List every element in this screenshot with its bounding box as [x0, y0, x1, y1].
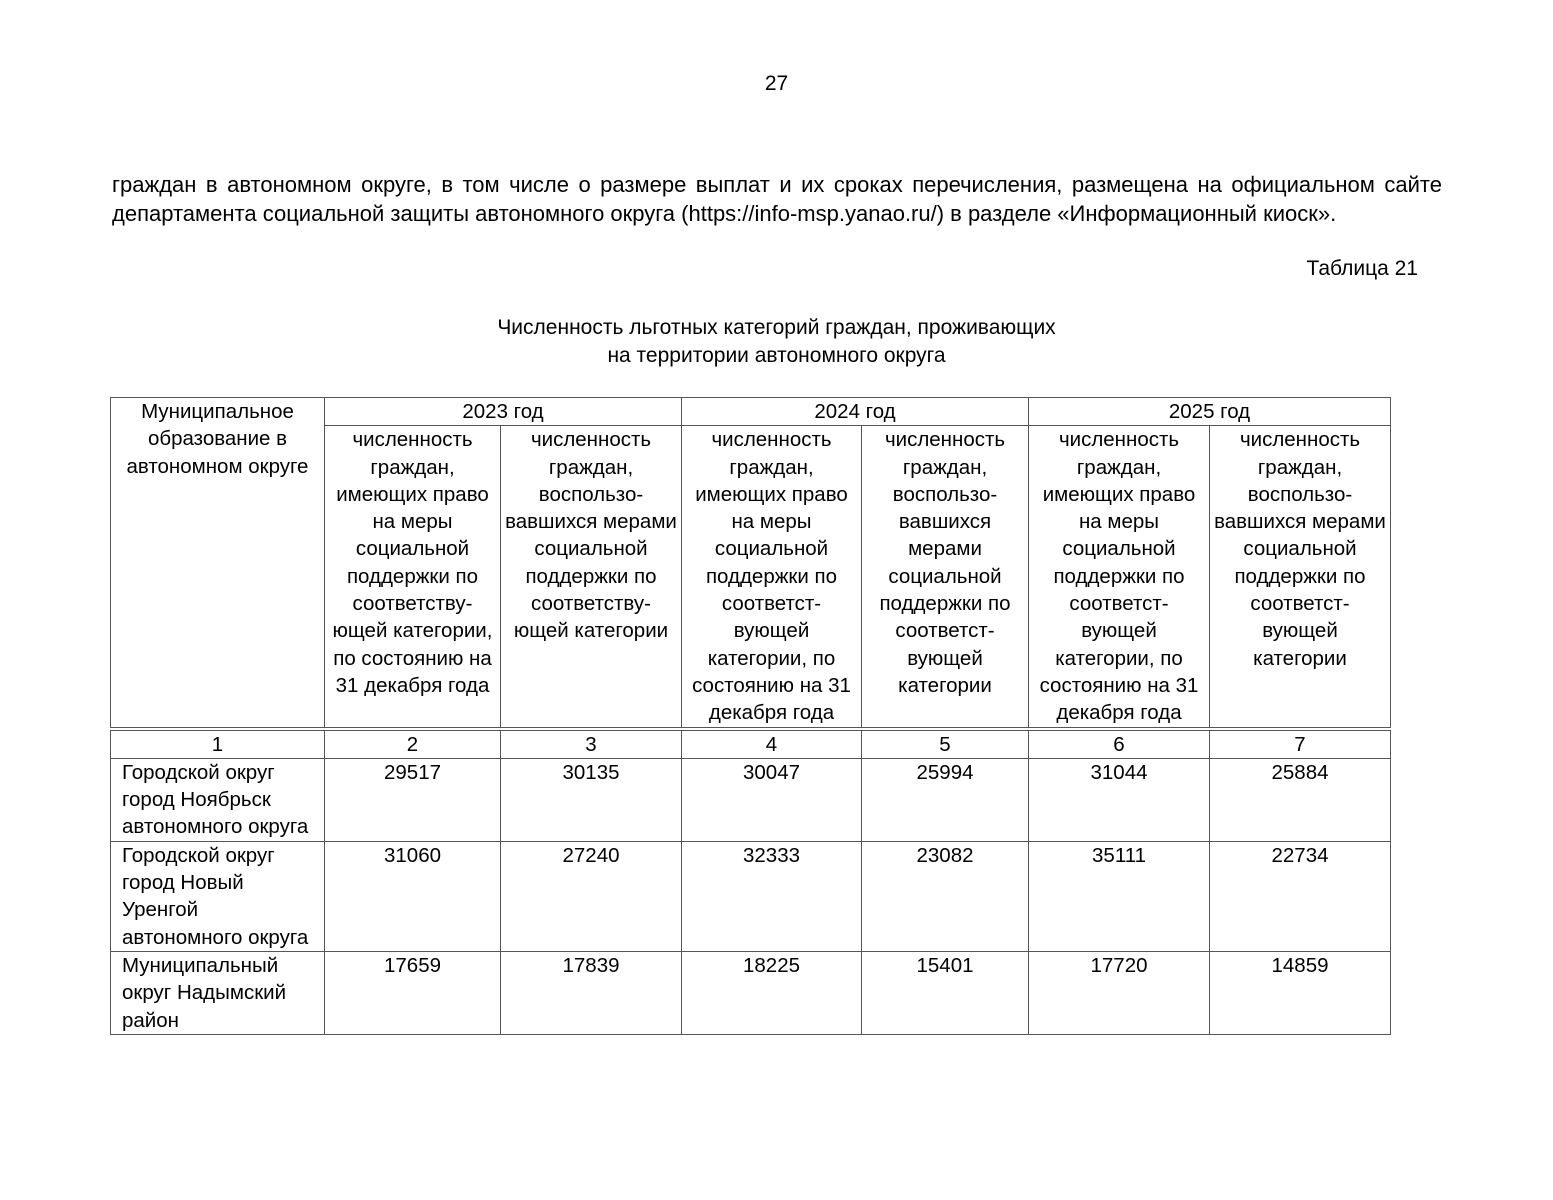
row-value: 32333: [682, 841, 862, 951]
row-municipality-name: Муниципальный округ Надымский район: [111, 951, 325, 1034]
data-table: [110, 397, 1391, 1035]
row-value: 35111: [1029, 841, 1210, 951]
column-number: 4: [682, 729, 862, 759]
table-row: [111, 841, 1391, 951]
subheader-2025-used: численность граждан, воспользо-вавшихся мерами социальной поддержки по соответст-вующей категории: [1210, 426, 1391, 729]
row-value: 31060: [325, 841, 501, 951]
row-value: 30135: [501, 758, 682, 841]
subheader-2024-used: численность граждан, воспользо-вавшихся мерами социальной поддержки по соответст-вующей категории: [862, 426, 1029, 729]
column-number: 5: [862, 729, 1029, 759]
row-value: 31044: [1029, 758, 1210, 841]
row-value: 17720: [1029, 951, 1210, 1034]
column-number: 3: [501, 729, 682, 759]
table-row: [111, 951, 1391, 1034]
row-value: 17839: [501, 951, 682, 1034]
column-number: 7: [1210, 729, 1391, 759]
table-title: [0, 314, 1553, 370]
subheader-2023-used: численность граждан, воспользо-вавшихся мерами социальной поддержки по соответству-ющей категории: [501, 426, 682, 729]
row-value: 27240: [501, 841, 682, 951]
subheader-2025-eligible: численность граждан, имеющих право на меры социальной поддержки по соответст-вующей категории, по состоянию на 31 декабря года: [1029, 426, 1210, 729]
row-value: 23082: [862, 841, 1029, 951]
row-value: 25994: [862, 758, 1029, 841]
table-label: Таблица 21: [1306, 257, 1418, 280]
column-number-row: [111, 729, 1391, 759]
subheader-2023-eligible: численность граждан, имеющих право на меры социальной поддержки по соответству-ющей категории, по состоянию на 31 декабря года: [325, 426, 501, 729]
subheader-2024-eligible: численность граждан, имеющих право на меры социальной поддержки по соответст-вующей категории, по состоянию на 31 декабря года: [682, 426, 862, 729]
row-value: 30047: [682, 758, 862, 841]
header-row-years: [111, 398, 1391, 426]
row-value: 14859: [1210, 951, 1391, 1034]
table-row: [111, 758, 1391, 841]
table-title-line-2: на территории автономного округа: [607, 344, 946, 367]
row-value: 18225: [682, 951, 862, 1034]
row-municipality-name: Городской округ город Новый Уренгой автономного округа: [111, 841, 325, 951]
row-municipality-name: Городской округ город Ноябрьск автономного округа: [111, 758, 325, 841]
header-year-2024: 2024 год: [682, 398, 1029, 426]
column-number: 6: [1029, 729, 1210, 759]
row-value: 22734: [1210, 841, 1391, 951]
header-year-2025: 2025 год: [1029, 398, 1391, 426]
column-number: 1: [111, 729, 325, 759]
page-number: 27: [764, 72, 789, 95]
row-value: 25884: [1210, 758, 1391, 841]
table-title-line-1: Численность льготных категорий граждан, проживающих: [497, 316, 1056, 339]
row-value: 15401: [862, 951, 1029, 1034]
row-value: 29517: [325, 758, 501, 841]
body-paragraph: граждан в автономном округе, в том числе о размере выплат и их сроках перечисления, размещена на официальном сайте департамента социальной защиты автономного округа (https://info-msp.yanao.ru/) в разделе «Информационный киоск».: [112, 172, 1442, 226]
row-value: 17659: [325, 951, 501, 1034]
header-municipality: Муниципальное образование в автономном округе: [111, 398, 325, 729]
column-number: 2: [325, 729, 501, 759]
header-year-2023: 2023 год: [325, 398, 682, 426]
